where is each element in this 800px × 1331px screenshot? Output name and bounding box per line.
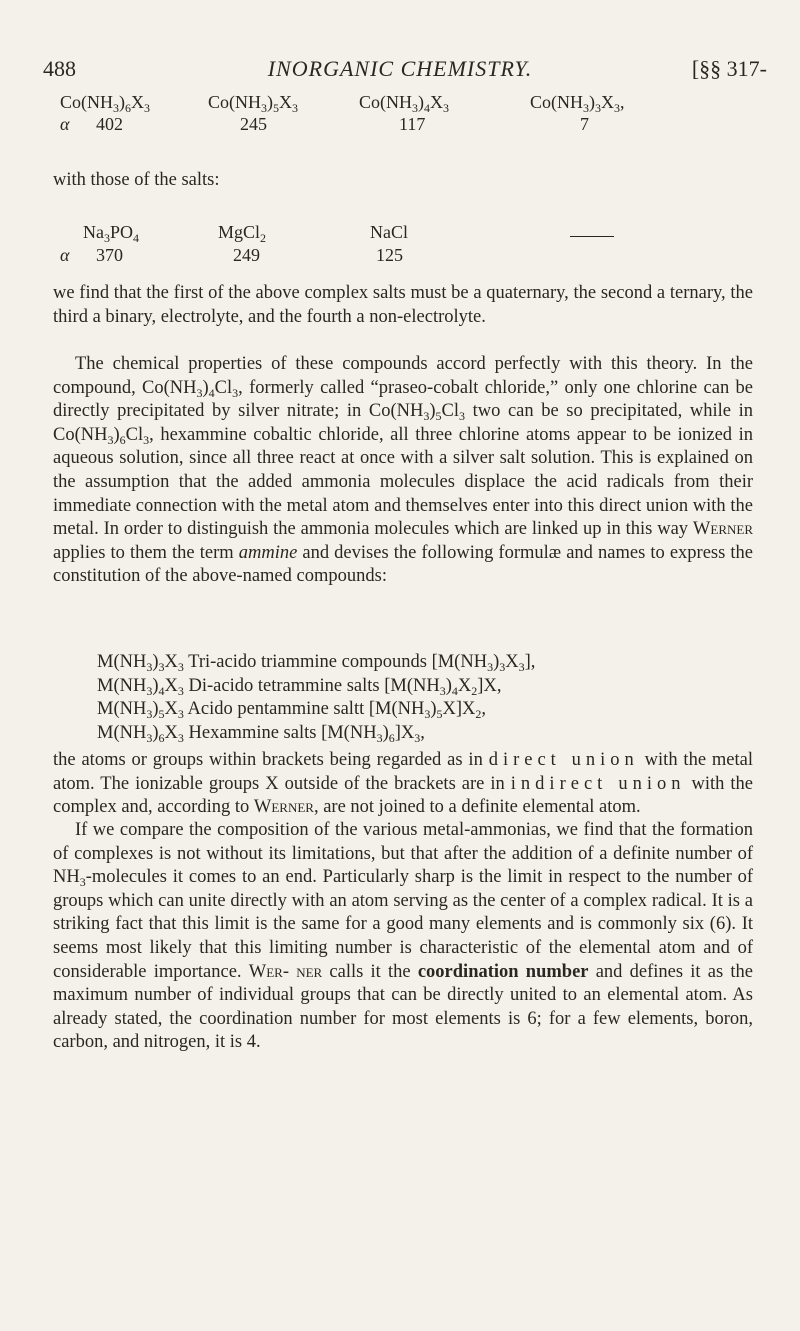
value-cell: 7: [580, 114, 589, 134]
name-werner: Wer-: [248, 961, 289, 982]
value-cell: 249: [233, 245, 260, 265]
value-cell: 402: [96, 114, 123, 134]
formula-mgcl2: MgCl$_2$: [218, 222, 267, 245]
page-number: 488: [43, 56, 76, 81]
name-werner: Werner: [253, 797, 314, 818]
alpha-symbol: α: [60, 245, 70, 265]
name-werner: Werner: [692, 519, 753, 540]
formula-nacl: NaCl: [370, 222, 408, 242]
paragraph-direct-union: the atoms or groups within brackets being regarded as in direct union with the metal atom. The ionizable groups X outside of the brackets are in indirect union with the complex and, according to Werner, are not joined to a definite elemental atom.: [53, 750, 753, 818]
page-header: [0, 56, 800, 86]
ammine-formula-list: [97, 651, 535, 745]
value-cell: 125: [376, 245, 403, 265]
paragraph-electrolytes: we find that the first of the above complex salts must be a quaternary, the second a ternary, the third a binary, electrolyte, and the fourth a non-electrolyte.: [53, 283, 753, 327]
paragraph-werner-theory: The chemical properties of these compounds accord perfectly with this theory. In the compound, $Co(NH_3)_4Cl_3$, formerly called “praseo-cobalt chloride,” only one chlorine can be directly precipitated by silver nitrate; in $Co(NH_3)_5Cl_3$ two can be so precipitated, while in $Co(NH_3)_6Cl_3$, hexammine cobaltic chloride, all three chlorine atoms appear to be ionized in aqueous solution, since all three react at once with a silver salt solution. This is explained on the assumption that the added ammonia molecules displace the acid radicals from their immediate connection with the metal atom and themselves enter into this direct union with the metal. In order to distinguish the ammonia molecules which are linked up in this way Werner applies to them the term ammine and devises the following formulæ and names to express the constitution of the above-named compounds:: [53, 354, 754, 587]
value-cell: 117: [399, 114, 426, 134]
formula-co-nh3-5-x3: $Co(NH_3)_5X_3$: [208, 92, 298, 115]
formula-co-nh3-4-x3: $Co(NH_3)_4X_3$: [359, 92, 449, 115]
term-indirect-union: indirect union: [510, 773, 686, 794]
formula-na3po4: $Na_3PO_4$: [83, 222, 140, 245]
running-title: INORGANIC CHEMISTRY.: [267, 56, 533, 81]
paragraph-coordination-number: If we compare the composition of the various metal-ammonias, we find that the formation of complexes is not without its limitations, but that after the addition of a definite number of $NH_3$-molecules it comes to an end. Particularly sharp is the limit in respect to the number of groups which can unite directly with an atom serving as the center of a complex radical. It is a striking fact that this limit is the same for a good many elements and is commonly six (6). It seems most likely that this limiting number is characteristic of the elemental atom and of considerable importance. Wer- ner calls it the coordination number and defines it as the maximum number of individual groups that can be directly united to an elemental atom. As already stated, the coordination number for most elements is 6; for a few elements, boron, carbon, and nitrogen, it is 4.: [53, 820, 753, 1053]
alpha-symbol: α: [60, 114, 70, 134]
formula-co-nh3-6-x3: $Co(NH_3)_6X_3$: [60, 92, 150, 115]
term-ammine: ammine: [238, 542, 298, 563]
formula-line-tetrammine: $M(NH_3)_4X_3$ Di-acido tetrammine salts $[M(NH_3)_4X_2]X$,: [97, 675, 502, 698]
section-reference: [§§ 317-: [691, 56, 767, 81]
empty-cell-dash: [570, 236, 614, 237]
formula-line-hexammine: $M(NH_3)_6X_3$ Hexammine salts $[M(NH_3)_6]X_3$,: [97, 722, 425, 745]
value-cell: 370: [96, 245, 123, 265]
name-werner: ner: [296, 961, 323, 982]
term-direct-union: direct union: [488, 750, 639, 770]
formula-co-nh3-3-x3: $Co(NH_3)_3X_3$,: [530, 92, 625, 115]
formula-line-pentammine: $M(NH_3)_5X_3$ Acido pentammine saltt $[M(NH_3)_5X]X_2$,: [97, 699, 487, 722]
term-coordination-number: coordination number: [417, 961, 589, 982]
formula-line-triammine: $M(NH_3)_3X_3$ Tri-acido triammine compounds $[M(NH_3)_3X_3]$,: [97, 652, 536, 674]
salts-caption: with those of the salts:: [53, 170, 220, 190]
value-cell: 245: [240, 114, 267, 134]
